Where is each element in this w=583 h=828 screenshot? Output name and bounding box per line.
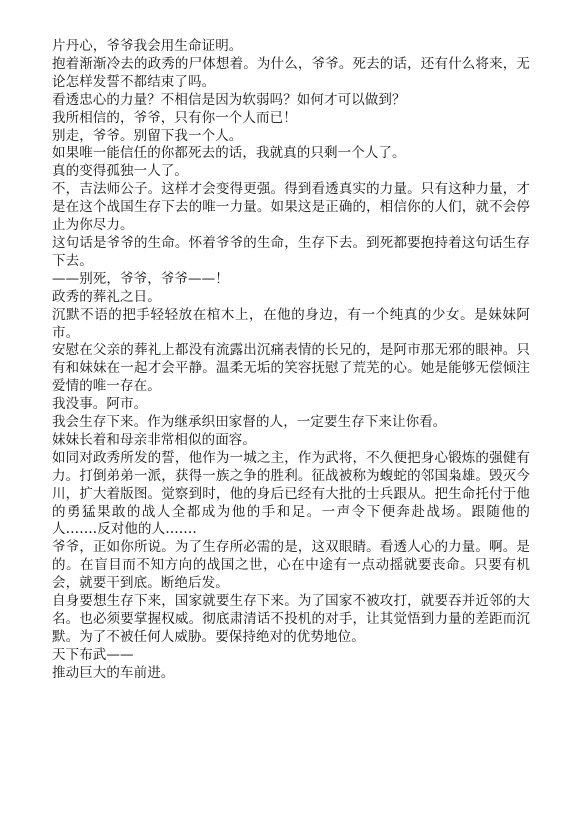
paragraph: 爷爷，正如你所说。为了生存所必需的是，这双眼睛。看透人心的力量。啊。是的。在盲目而不知方向的战国之世，心在中途有一点动摇就要丧命。只要有机会，就要干到底。断绝后发。 [52, 539, 530, 592]
paragraph: 妹妹长着和母亲非常相似的面容。 [52, 431, 256, 448]
paragraph: 推动巨大的车前进。 [52, 664, 175, 681]
paragraph: 真的变得孤独一人了。 [52, 163, 188, 180]
paragraph: 看透忠心的力量？不相信是因为软弱吗？如何才可以做到？ [52, 91, 406, 108]
paragraph: 我没事。阿市。 [52, 396, 148, 413]
paragraph: 抱着渐渐冷去的政秀的尸体想着。为什么，爷爷。死去的话，还有什么将来，无论怎样发誓不都结束了吗。 [52, 55, 530, 90]
paragraph: 我会生存下来。作为继承织田家督的人，一定要生存下来让你看。 [52, 414, 447, 431]
paragraph: 这句话是爷爷的生命。怀着爷爷的生命，生存下去。到死都要抱持着这句话生存下去。 [52, 234, 530, 269]
paragraph: 天下布武—— [52, 646, 134, 663]
document-page [52, 38, 530, 683]
paragraph: 别走，爷爷。别留下我一个人。 [52, 127, 243, 144]
paragraph: 不，吉法师公子。这样才会变得更强。得到看透真实的力量。只有这种力量，才是在这个战国生存下去的唯一力量。如果这是正确的，相信你的人们，就不会停止为你尽力。 [52, 181, 530, 234]
paragraph: 自身要想生存下来，国家就要生存下来。为了国家不被攻打，就要吞并近邻的大名。也必须要掌握权威。彻底肃清话不投机的对手，让其觉悟到力量的差距而沉默。为了不被任何人威胁。要保持绝对的优势地位。 [52, 593, 530, 645]
paragraph: 片丹心，爷爷我会用生命证明。 [52, 38, 243, 54]
paragraph: 政秀的葬礼之日。 [52, 288, 161, 305]
paragraph: 如同对政秀所发的誓，他作为一城之主，作为武将，不久便把身心锻炼的强健有力。打倒弟弟一派，获得一族之争的胜利。征战被称为蝮蛇的邻国枭雄。毁灭今川，扩大着版图。觉察到时，他的身后已经有大批的士兵跟从。把生命托付于他的勇猛果敢的战人全都成为他的手和足。一声令下便奔赴战场。跟随他的人…….反对他的人……. [52, 449, 530, 538]
paragraph: ——别死，爷爷，爷爷——！ [52, 270, 229, 287]
paragraph: 我所相信的，爷爷，只有你一个人而已！ [52, 109, 297, 126]
paragraph: 沉默不语的把手轻轻放在棺木上，在他的身边，有一个纯真的少女。是妹妹阿市。 [52, 306, 530, 341]
paragraph: 如果唯一能信任的你都死去的话，我就真的只剩一个人了。 [52, 145, 406, 162]
paragraph: 安慰在父亲的葬礼上都没有流露出沉痛表情的长兄的，是阿市那无邪的眼神。只有和妹妹在一起才会平静。温柔无垢的笑容抚慰了荒芜的心。她是能够无偿倾注爱情的唯一存在。 [52, 342, 530, 395]
